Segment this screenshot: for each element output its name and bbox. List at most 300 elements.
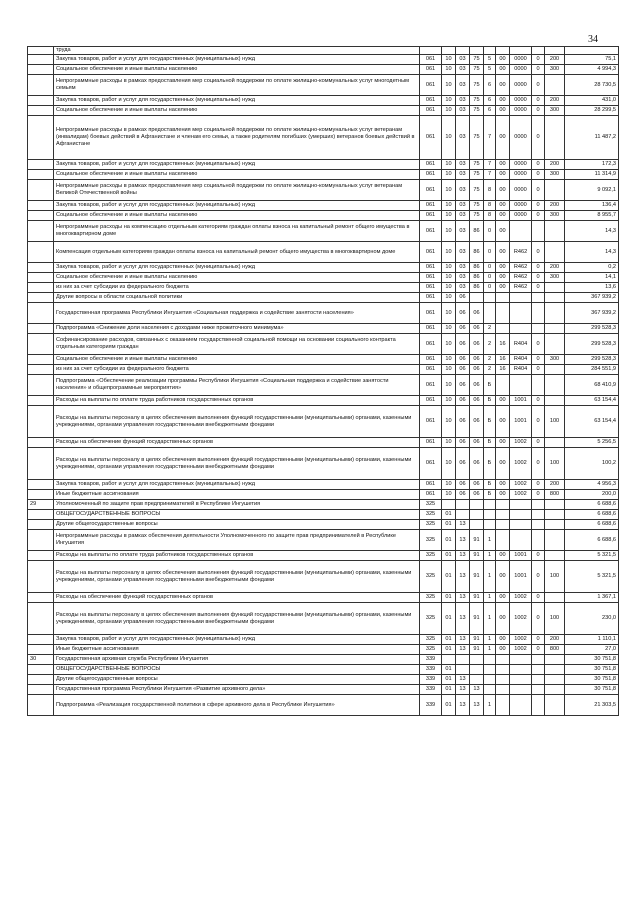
row-description: Закупка товаров, работ и услуг для государственных (муниципальных) нужд: [54, 201, 420, 211]
direction-code: R462: [510, 283, 532, 293]
program-code: 91: [470, 551, 484, 561]
subprogram-code: [484, 665, 496, 675]
direction-code: [510, 510, 532, 520]
direction-suffix: [532, 655, 545, 665]
direction-suffix: 0: [532, 396, 545, 406]
direction-code: 1002: [510, 635, 532, 645]
direction-code: R404: [510, 355, 532, 365]
direction-suffix: [532, 520, 545, 530]
direction-code: [510, 665, 532, 675]
row-number: [28, 96, 54, 106]
event-code: 00: [496, 438, 510, 448]
row-amount: 5 256,5: [565, 438, 619, 448]
row-number: [28, 695, 54, 716]
row-description: Софинансирование расходов, связанных с оказанием государственной социальной помощи на основании социального контракта отдельным категориям граждан: [54, 334, 420, 355]
section-code: 10: [442, 283, 456, 293]
row-number: [28, 106, 54, 116]
expense-type-code: [545, 75, 565, 96]
section-code: 10: [442, 242, 456, 263]
direction-suffix: 0: [532, 283, 545, 293]
row-amount: 299 528,3: [565, 355, 619, 365]
row-amount: 230,0: [565, 603, 619, 635]
direction-suffix: [532, 324, 545, 334]
event-code: 16: [496, 365, 510, 375]
row-number: 30: [28, 655, 54, 665]
event-code: 00: [496, 170, 510, 180]
subsection-code: [456, 665, 470, 675]
subprogram-code: 6: [484, 106, 496, 116]
section-code: 10: [442, 375, 456, 396]
subprogram-code: [484, 303, 496, 324]
row-description: ОБЩЕГОСУДАРСТВЕННЫЕ ВОПРОСЫ: [54, 665, 420, 675]
row-amount: 30 751,8: [565, 655, 619, 665]
direction-suffix: [532, 500, 545, 510]
section-code: 01: [442, 510, 456, 520]
expense-type-code: 200: [545, 480, 565, 490]
table-row: [28, 593, 619, 603]
row-description: Расходы на выплаты персоналу в целях обеспечения выполнения функций государственными (муниципальными) органами, казенными учреждениями, органами управления государственными внебюджетными фондами: [54, 448, 420, 480]
ministry-code: 325: [420, 500, 442, 510]
direction-code: R462: [510, 263, 532, 273]
direction-code: R462: [510, 242, 532, 263]
direction-suffix: 0: [532, 170, 545, 180]
row-description: Закупка товаров, работ и услуг для государственных (муниципальных) нужд: [54, 635, 420, 645]
direction-code: [510, 520, 532, 530]
row-number: [28, 551, 54, 561]
event-code: [496, 685, 510, 695]
expense-type-code: [545, 438, 565, 448]
ministry-code: 061: [420, 180, 442, 201]
direction-suffix: 0: [532, 180, 545, 201]
row-description: Уполномоченный по защите прав предпринимателей в Республике Ингушетия: [54, 500, 420, 510]
program-code: 75: [470, 96, 484, 106]
row-description: Непрограммные расходы в рамках обеспечения деятельности Уполномоченного по защите прав предпринимателей в Республике Ингушетия: [54, 530, 420, 551]
program-code: 91: [470, 593, 484, 603]
expense-type-code: 300: [545, 65, 565, 75]
direction-suffix: [532, 375, 545, 396]
ministry-code: 325: [420, 645, 442, 655]
subprogram-code: 1: [484, 695, 496, 716]
row-number: 29: [28, 500, 54, 510]
subsection-code: 03: [456, 273, 470, 283]
direction-code: 1002: [510, 448, 532, 480]
program-code: 06: [470, 324, 484, 334]
event-code: 00: [496, 396, 510, 406]
table-row: [28, 675, 619, 685]
section-code: 10: [442, 293, 456, 303]
event-code: 00: [496, 75, 510, 96]
event-code: 00: [496, 273, 510, 283]
row-amount: [565, 47, 619, 55]
row-description: Закупка товаров, работ и услуг для государственных (муниципальных) нужд: [54, 480, 420, 490]
direction-code: [510, 695, 532, 716]
row-number: [28, 530, 54, 551]
section-code: 10: [442, 355, 456, 365]
ministry-code: 061: [420, 55, 442, 65]
program-code: 06: [470, 406, 484, 438]
subprogram-code: Б: [484, 396, 496, 406]
row-amount: 11 314,9: [565, 170, 619, 180]
subprogram-code: 1: [484, 551, 496, 561]
table-row: [28, 221, 619, 242]
row-description: Социальное обеспечение и иные выплаты населению: [54, 65, 420, 75]
table-row: [28, 334, 619, 355]
section-code: 10: [442, 160, 456, 170]
expense-type-code: 300: [545, 355, 565, 365]
row-description: Государственная программа Республики Ингушетия «Социальная поддержка и содействие занятости населения»: [54, 303, 420, 324]
direction-suffix: 0: [532, 438, 545, 448]
row-amount: 299 528,3: [565, 334, 619, 355]
row-number: [28, 635, 54, 645]
direction-suffix: 0: [532, 448, 545, 480]
table-row: [28, 55, 619, 65]
section-code: 10: [442, 180, 456, 201]
row-number: [28, 396, 54, 406]
direction-code: 0000: [510, 65, 532, 75]
row-number: [28, 55, 54, 65]
row-number: [28, 201, 54, 211]
table-row: [28, 170, 619, 180]
table-row: [28, 303, 619, 324]
expense-type-code: [545, 665, 565, 675]
row-number: [28, 170, 54, 180]
subsection-code: 03: [456, 160, 470, 170]
table-row: [28, 201, 619, 211]
program-code: [470, 47, 484, 55]
subsection-code: 13: [456, 593, 470, 603]
direction-suffix: 0: [532, 593, 545, 603]
program-code: 75: [470, 55, 484, 65]
ministry-code: 061: [420, 201, 442, 211]
direction-code: [510, 655, 532, 665]
ministry-code: 061: [420, 283, 442, 293]
subsection-code: 03: [456, 75, 470, 96]
row-number: [28, 160, 54, 170]
direction-suffix: 0: [532, 355, 545, 365]
row-amount: 9 092,1: [565, 180, 619, 201]
subprogram-code: 0: [484, 221, 496, 242]
row-amount: 4 956,3: [565, 480, 619, 490]
expense-type-code: [545, 324, 565, 334]
section-code: 10: [442, 96, 456, 106]
table-row: [28, 365, 619, 375]
direction-code: 0000: [510, 180, 532, 201]
row-amount: 4 994,3: [565, 65, 619, 75]
program-code: 06: [470, 355, 484, 365]
table-row: [28, 106, 619, 116]
program-code: 75: [470, 170, 484, 180]
subsection-code: [456, 510, 470, 520]
event-code: 00: [496, 221, 510, 242]
expense-type-code: [545, 675, 565, 685]
section-code: 10: [442, 396, 456, 406]
row-number: [28, 75, 54, 96]
table-row: [28, 283, 619, 293]
subsection-code: 06: [456, 293, 470, 303]
program-code: [470, 510, 484, 520]
direction-code: [510, 500, 532, 510]
subprogram-code: 1: [484, 593, 496, 603]
subsection-code: 06: [456, 365, 470, 375]
event-code: 00: [496, 480, 510, 490]
direction-code: 0000: [510, 201, 532, 211]
event-code: [496, 500, 510, 510]
section-code: [442, 655, 456, 665]
event-code: 00: [496, 406, 510, 438]
section-code: 10: [442, 273, 456, 283]
expense-type-code: [545, 221, 565, 242]
subsection-code: 06: [456, 448, 470, 480]
subprogram-code: 2: [484, 334, 496, 355]
ministry-code: 061: [420, 65, 442, 75]
event-code: 00: [496, 160, 510, 170]
subprogram-code: Б: [484, 438, 496, 448]
table-row: [28, 116, 619, 160]
direction-code: 0000: [510, 55, 532, 65]
row-number: [28, 561, 54, 593]
expense-type-code: [545, 303, 565, 324]
direction-suffix: 0: [532, 263, 545, 273]
row-description: Иные бюджетные ассигнования: [54, 645, 420, 655]
table-row: [28, 406, 619, 438]
event-code: 00: [496, 242, 510, 263]
row-amount: 63 154,4: [565, 406, 619, 438]
subprogram-code: [484, 520, 496, 530]
direction-suffix: 0: [532, 116, 545, 160]
ministry-code: 325: [420, 530, 442, 551]
row-description: ОБЩЕГОСУДАРСТВЕННЫЕ ВОПРОСЫ: [54, 510, 420, 520]
subprogram-code: 6: [484, 75, 496, 96]
row-description: Непрограммные расходы в рамках предоставления мер социальной поддержки по оплате жилищно-коммунальных услуг многодетным семьям: [54, 75, 420, 96]
direction-code: [510, 293, 532, 303]
section-code: 10: [442, 201, 456, 211]
subprogram-code: 0: [484, 242, 496, 263]
ministry-code: 061: [420, 273, 442, 283]
program-code: 75: [470, 201, 484, 211]
program-code: [470, 293, 484, 303]
expense-type-code: 200: [545, 201, 565, 211]
subsection-code: 06: [456, 324, 470, 334]
program-code: 06: [470, 303, 484, 324]
program-code: 06: [470, 365, 484, 375]
ministry-code: 325: [420, 593, 442, 603]
subprogram-code: 0: [484, 263, 496, 273]
row-number: [28, 283, 54, 293]
event-code: [496, 293, 510, 303]
row-description: труда: [54, 47, 420, 55]
direction-suffix: 0: [532, 480, 545, 490]
direction-suffix: [532, 221, 545, 242]
direction-suffix: 0: [532, 96, 545, 106]
direction-code: 0000: [510, 116, 532, 160]
row-amount: 100,2: [565, 448, 619, 480]
ministry-code: 325: [420, 603, 442, 635]
section-code: 10: [442, 106, 456, 116]
section-code: 10: [442, 55, 456, 65]
event-code: 00: [496, 490, 510, 500]
event-code: 00: [496, 551, 510, 561]
section-code: [442, 47, 456, 55]
row-description: Непрограммные расходы в рамках предоставления мер социальной поддержки по оплате жилищно-коммунальных услуг ветеранам Великой Отечественной войны: [54, 180, 420, 201]
program-code: [470, 520, 484, 530]
subsection-code: 06: [456, 490, 470, 500]
row-amount: 28 730,5: [565, 75, 619, 96]
subsection-code: 06: [456, 438, 470, 448]
subsection-code: 13: [456, 645, 470, 655]
row-description: Другие вопросы в области социальной политики: [54, 293, 420, 303]
subsection-code: 03: [456, 201, 470, 211]
subsection-code: 13: [456, 685, 470, 695]
section-code: 10: [442, 365, 456, 375]
table-row: [28, 242, 619, 263]
row-description: Расходы на обеспечение функций государственных органов: [54, 438, 420, 448]
program-code: 75: [470, 65, 484, 75]
subsection-code: 03: [456, 55, 470, 65]
event-code: [496, 324, 510, 334]
table-row: [28, 561, 619, 593]
subsection-code: 06: [456, 303, 470, 324]
row-description: Социальное обеспечение и иные выплаты населению: [54, 355, 420, 365]
program-code: 75: [470, 160, 484, 170]
section-code: 10: [442, 116, 456, 160]
ministry-code: 325: [420, 561, 442, 593]
program-code: 06: [470, 334, 484, 355]
event-code: 16: [496, 334, 510, 355]
row-number: [28, 520, 54, 530]
table-row: [28, 263, 619, 273]
table-row: [28, 293, 619, 303]
row-number: [28, 221, 54, 242]
expense-type-code: 200: [545, 263, 565, 273]
program-code: 86: [470, 221, 484, 242]
row-amount: 299 528,3: [565, 324, 619, 334]
row-number: [28, 211, 54, 221]
direction-suffix: 0: [532, 211, 545, 221]
row-amount: 14,1: [565, 273, 619, 283]
row-number: [28, 448, 54, 480]
direction-code: 1001: [510, 396, 532, 406]
subprogram-code: Б: [484, 490, 496, 500]
row-number: [28, 490, 54, 500]
table-row: [28, 510, 619, 520]
direction-code: 1002: [510, 593, 532, 603]
subprogram-code: [484, 510, 496, 520]
expense-type-code: 200: [545, 55, 565, 65]
table-row: [28, 685, 619, 695]
ministry-code: 325: [420, 520, 442, 530]
event-code: 00: [496, 283, 510, 293]
row-description: Расходы на выплаты персоналу в целях обеспечения выполнения функций государственными (муниципальными) органами, казенными учреждениями, органами управления государственными внебюджетными фондами: [54, 603, 420, 635]
ministry-code: 339: [420, 655, 442, 665]
direction-code: 1002: [510, 480, 532, 490]
row-number: [28, 116, 54, 160]
direction-suffix: 0: [532, 65, 545, 75]
ministry-code: 061: [420, 324, 442, 334]
subprogram-code: 5: [484, 55, 496, 65]
subsection-code: 03: [456, 211, 470, 221]
program-code: 91: [470, 603, 484, 635]
direction-code: 0000: [510, 160, 532, 170]
subprogram-code: 7: [484, 160, 496, 170]
expense-type-code: 300: [545, 106, 565, 116]
expense-type-code: [545, 685, 565, 695]
event-code: [496, 375, 510, 396]
event-code: 00: [496, 603, 510, 635]
row-amount: 0,2: [565, 263, 619, 273]
ministry-code: 061: [420, 396, 442, 406]
event-code: 00: [496, 448, 510, 480]
subsection-code: 13: [456, 603, 470, 635]
row-number: [28, 593, 54, 603]
direction-suffix: 0: [532, 242, 545, 263]
section-code: 01: [442, 520, 456, 530]
subprogram-code: Б: [484, 448, 496, 480]
row-description: Закупка товаров, работ и услуг для государственных (муниципальных) нужд: [54, 160, 420, 170]
subsection-code: 13: [456, 635, 470, 645]
expense-type-code: [545, 116, 565, 160]
row-number: [28, 303, 54, 324]
event-code: [496, 655, 510, 665]
direction-suffix: 0: [532, 561, 545, 593]
event-code: 16: [496, 355, 510, 365]
section-code: 01: [442, 695, 456, 716]
section-code: 01: [442, 530, 456, 551]
ministry-code: 061: [420, 355, 442, 365]
row-amount: 431,0: [565, 96, 619, 106]
row-number: [28, 406, 54, 438]
direction-suffix: [532, 293, 545, 303]
table-row: [28, 665, 619, 675]
subsection-code: 06: [456, 334, 470, 355]
program-code: 75: [470, 106, 484, 116]
ministry-code: 061: [420, 221, 442, 242]
row-amount: 13,6: [565, 283, 619, 293]
event-code: 00: [496, 635, 510, 645]
expense-type-code: 200: [545, 635, 565, 645]
event-code: 00: [496, 106, 510, 116]
table-row: [28, 396, 619, 406]
row-description: Государственная архивная служба Республики Ингушетия: [54, 655, 420, 665]
ministry-code: 061: [420, 116, 442, 160]
section-code: 10: [442, 65, 456, 75]
ministry-code: 339: [420, 685, 442, 695]
ministry-code: 061: [420, 406, 442, 438]
program-code: 91: [470, 561, 484, 593]
table-row: [28, 75, 619, 96]
expense-type-code: [545, 655, 565, 665]
section-code: 10: [442, 211, 456, 221]
row-amount: 30 751,8: [565, 675, 619, 685]
row-number: [28, 293, 54, 303]
expense-type-code: [545, 283, 565, 293]
table-row: [28, 375, 619, 396]
direction-code: 0000: [510, 75, 532, 96]
row-amount: 63 154,4: [565, 396, 619, 406]
direction-suffix: [532, 695, 545, 716]
event-code: 00: [496, 593, 510, 603]
direction-suffix: [532, 530, 545, 551]
direction-code: [510, 675, 532, 685]
subprogram-code: 8: [484, 211, 496, 221]
section-code: 10: [442, 334, 456, 355]
subsection-code: [456, 47, 470, 55]
event-code: [496, 530, 510, 551]
row-description: Расходы на выплаты персоналу в целях обеспечения выполнения функций государственными (муниципальными) органами, казенными учреждениями, органами управления государственными внебюджетными фондами: [54, 406, 420, 438]
row-amount: 68 410,9: [565, 375, 619, 396]
row-description: Социальное обеспечение и иные выплаты населению: [54, 170, 420, 180]
row-number: [28, 355, 54, 365]
expense-type-code: [545, 375, 565, 396]
